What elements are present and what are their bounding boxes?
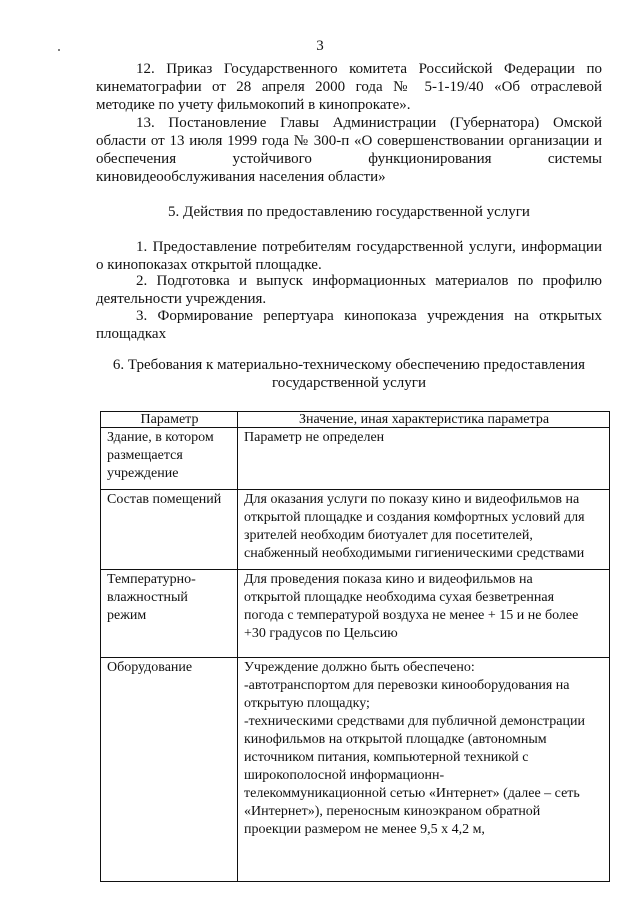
section-5-title: 5. Действия по предоставлению государственной услуги [168,204,530,220]
cell-line: открытой площадке необходима сухая безветренная [244,590,555,605]
list-item-line: области от 13 июля 1999 года № 300-п «О совершенствовании организации и [96,133,602,149]
table-row [101,658,610,882]
list-item-line: деятельности учреждения. [96,291,267,307]
cell-line: Температурно- [107,572,196,587]
list-item-line: методике по учету фильмокопий в кинопрокате». [96,97,411,113]
cell-line: погода с температурой воздуха не менее + 15 и не более [244,608,579,623]
section-5-item-1 [96,238,602,274]
page-number: 3 [316,38,324,54]
table-cell-parameter [101,570,238,658]
cell-line: широкополосной информационн- [244,768,445,783]
list-item-line: кинематографии от 28 апреля 2000 года № 5-1-19/40 «Об отраслевой [96,79,602,95]
cell-line: Состав помещений [107,492,222,507]
list-item-line: 3. Формирование репертуара кинопоказа учреждения на открытых [136,308,602,324]
cell-line: «Интернет»), переносным киноэкраном обратной [244,804,541,819]
table-cell-value [238,570,610,658]
section-6-title-line: государственной услуги [272,375,426,391]
cell-line: источником питания, компьютерной техникой с [244,750,529,765]
list-item-line: киновидеообслуживания населения области» [96,169,386,185]
list-item-13 [96,114,602,186]
table-row [101,570,610,658]
list-item-line: обеспечения устойчивого функционирования системы [96,151,602,167]
table-cell-parameter [101,490,238,570]
requirements-table [100,411,610,882]
section-6-title-line: 6. Требования к материально-техническому обеспечению предоставления [112,357,586,373]
table-cell-parameter [101,658,238,882]
cell-line: -техническими средствами для публичной демонстрации [244,714,585,729]
cell-line: кинофильмов на открытой площадке (автономным [244,732,547,747]
cell-line: учреждение [107,466,179,481]
cell-line: влажностный [107,590,188,605]
cell-line: Параметр не определен [244,430,385,445]
list-item-line: 12. Приказ Государственного комитета Российской Федерации по [136,61,602,77]
cell-line: снабженный необходимыми гигиеническими средствами [244,546,585,561]
list-item-12 [96,60,602,114]
table-cell-value [238,428,610,490]
list-item-line: 13. Постановление Главы Администрации (Губернатора) Омской [136,115,602,131]
cell-line: Оборудование [107,660,193,675]
table-cell-value [238,490,610,570]
table-row [101,428,610,490]
cell-line: зрителей необходим биотуалет для посетителей, [244,528,533,543]
list-item-line: о кинопоказах открытой площадке. [96,257,322,273]
section-5-item-3 [96,307,602,343]
cell-line: режим [107,608,147,623]
list-item-line: 2. Подготовка и выпуск информационных материалов по профилю [136,273,602,289]
table-cell-parameter [101,428,238,490]
cell-line: Для проведения показа кино и видеофильмов на [244,572,533,587]
section-6-title [96,356,602,392]
list-item-line: 1. Предоставление потребителям государственной услуги, информации [136,239,602,255]
list-item-line: площадках [96,326,167,342]
table-header-row [101,412,610,428]
table-cell-value [238,658,610,882]
cell-line: телекоммуникационной сетью «Интернет» (далее – сеть [244,786,580,801]
table-row [101,490,610,570]
cell-line: Здание, в котором [107,430,214,445]
cell-line: -автотранспортом для перевозки кинооборудования на [244,678,570,693]
cell-line: проекции размером не менее 9,5 х 4,2 м, [244,822,485,837]
cell-line: Учреждение должно быть обеспечено: [244,660,475,675]
cell-line: открытую площадку; [244,696,370,711]
table-header-parameter: Параметр [101,412,238,428]
cell-line: открытой площадке и создания комфортных условий для [244,510,585,525]
section-5-item-2 [96,272,602,308]
table-header-value: Значение, иная характеристика параметра [238,412,610,428]
cell-line: размещается [107,448,183,463]
cell-line: +30 градусов по Цельсию [244,626,398,641]
cell-line: Для оказания услуги по показу кино и видеофильмов на [244,492,580,507]
